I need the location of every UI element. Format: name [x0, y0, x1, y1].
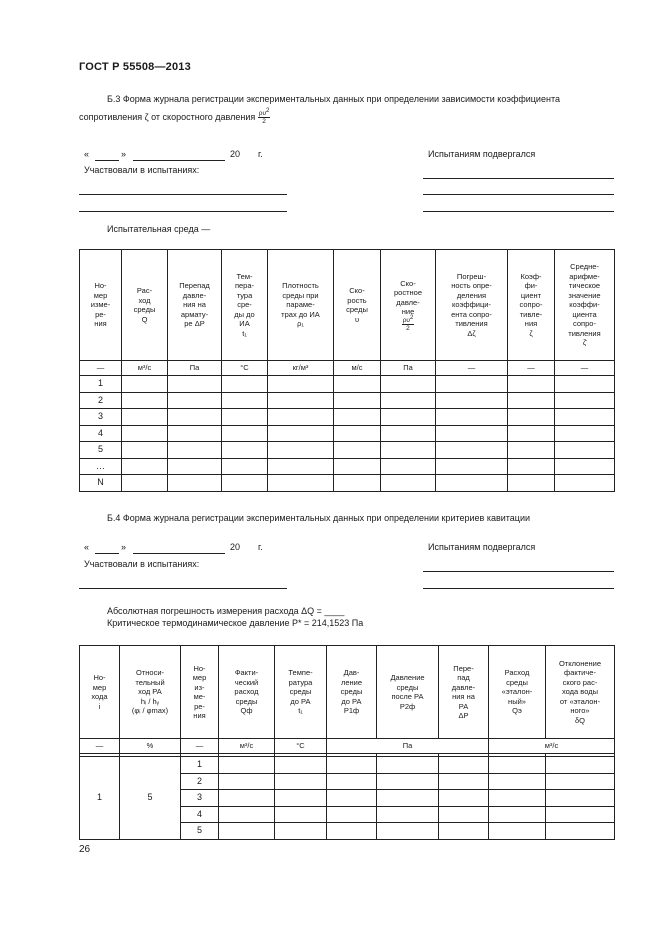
b4-unit-cell: м³/с: [489, 739, 615, 754]
b4-data-cell[interactable]: [439, 790, 489, 807]
b3-row-number: 4: [80, 425, 122, 442]
b3-data-cell[interactable]: [436, 458, 508, 475]
b4-data-cell[interactable]: [219, 790, 275, 807]
b3-unit-cell: Па: [168, 361, 222, 376]
b4-participants-label: Участвовали в испытаниях:: [84, 559, 200, 569]
b3-col7-frac-den: 2: [406, 324, 410, 332]
b3-data-cell[interactable]: [268, 392, 334, 409]
b4-data-cell[interactable]: [546, 806, 615, 823]
b3-col-header-1: Но- мер изме- ре- ния: [80, 250, 122, 361]
b3-data-cell[interactable]: [381, 392, 436, 409]
document-code: ГОСТ Р 55508—2013: [79, 61, 191, 73]
b3-data-cell[interactable]: [222, 475, 268, 492]
b3-data-cell[interactable]: [122, 376, 168, 393]
frac-exponent: 2: [266, 107, 270, 114]
b3-col-header-10: Средне- арифме- тическое значение коэффи- циента сопро- тивления ζ̄: [555, 250, 615, 361]
b3-data-cell[interactable]: [168, 409, 222, 426]
b4-data-cell[interactable]: [219, 757, 275, 774]
b3-row-number: 2: [80, 392, 122, 409]
b3-table-row: [80, 376, 615, 393]
b3-header-row: [80, 250, 615, 361]
b3-tested-field-2[interactable]: [423, 194, 614, 195]
b3-data-cell[interactable]: [222, 392, 268, 409]
b3-journal-table: [79, 249, 615, 492]
b4-data-cell[interactable]: [439, 773, 489, 790]
b4-data-cell[interactable]: [327, 823, 377, 840]
b4-data-cell[interactable]: [377, 757, 439, 774]
b3-data-cell[interactable]: [122, 475, 168, 492]
b3-data-cell[interactable]: [508, 425, 555, 442]
b3-date-day-field[interactable]: [95, 160, 119, 161]
b4-col-header-3: Но- мер из- ме- ре- ния: [181, 646, 219, 739]
b3-data-cell[interactable]: [222, 442, 268, 459]
b3-col7-header-text: Ско- ростное давле- ние: [393, 278, 422, 316]
b4-col-header-5: Темпе- ратура среды до РА t₁: [275, 646, 327, 739]
b4-data-cell[interactable]: [546, 790, 615, 807]
b3-data-cell[interactable]: [381, 425, 436, 442]
b3-data-cell[interactable]: [508, 392, 555, 409]
b4-journal-table: [79, 645, 615, 840]
b4-date-year-prefix: 20: [230, 542, 241, 552]
b3-title-line2: [79, 107, 270, 125]
b4-data-cell[interactable]: [377, 790, 439, 807]
b3-data-cell[interactable]: [268, 425, 334, 442]
b3-data-cell[interactable]: [122, 425, 168, 442]
b3-col-header-8: Погреш- ность опре- деления коэффици- ента сопро- тивления Δζ: [436, 250, 508, 361]
b3-col-header-3: Перепад давле- ния на армату- ре ΔP: [168, 250, 222, 361]
b4-col-header-6: Дав- ление среды до РА P1ф: [327, 646, 377, 739]
b3-tested-label: Испытаниям подвергался: [428, 149, 536, 159]
b3-unit-cell: Па: [381, 361, 436, 376]
b3-tested-field-3[interactable]: [423, 211, 614, 212]
b3-data-cell[interactable]: [168, 425, 222, 442]
b3-data-cell[interactable]: [555, 475, 615, 492]
b3-date-year-prefix: 20: [230, 149, 241, 159]
b4-data-cell[interactable]: [377, 823, 439, 840]
b3-row-number: 3: [80, 409, 122, 426]
b3-participants-field-1[interactable]: [79, 194, 287, 195]
b4-data-cell[interactable]: [219, 806, 275, 823]
b4-abs-error-label: Абсолютная погрешность измерения расхода ΔQ = ____: [107, 606, 345, 616]
b4-data-cell[interactable]: [275, 806, 327, 823]
b4-date-close-quote: »: [121, 542, 127, 552]
b4-measurement-number: 5: [181, 823, 219, 840]
b4-tested-field-2[interactable]: [423, 588, 614, 589]
b3-data-cell[interactable]: [222, 458, 268, 475]
b3-data-cell[interactable]: [168, 392, 222, 409]
b3-col-header-6: Ско- рость среды υ: [334, 250, 381, 361]
b3-unit-cell: —: [508, 361, 555, 376]
b3-data-cell[interactable]: [334, 458, 381, 475]
b3-data-cell[interactable]: [122, 392, 168, 409]
b4-col-header-2: Относи- тельный ход РА hᵢ / hᵧ (φᵢ / φmax): [120, 646, 181, 739]
frac-numerator: ρυ: [258, 110, 267, 117]
b3-data-cell[interactable]: [122, 409, 168, 426]
b3-data-cell[interactable]: [555, 458, 615, 475]
b3-data-cell[interactable]: [168, 376, 222, 393]
b3-row-number: N: [80, 475, 122, 492]
b3-table-row: [80, 425, 615, 442]
velocity-pressure-fraction: [258, 107, 271, 125]
b3-data-cell[interactable]: [222, 376, 268, 393]
b4-data-cell[interactable]: [327, 757, 377, 774]
b3-data-cell[interactable]: [381, 376, 436, 393]
b4-tested-label: Испытаниям подвергался: [428, 542, 536, 552]
b3-data-cell[interactable]: [122, 442, 168, 459]
b3-col-header-5: Плотность среды при параме- трах до ИА ρ₁: [268, 250, 334, 361]
b4-title: Б.4 Форма журнала регистрации экспериментальных данных при определении критериев кавитации: [107, 513, 530, 523]
b3-data-cell[interactable]: [508, 475, 555, 492]
b4-unit-cell: —: [80, 739, 120, 754]
b3-units-row: [80, 361, 615, 376]
b4-date-day-field[interactable]: [95, 553, 119, 554]
b4-date-month-field[interactable]: [133, 553, 225, 554]
b3-data-cell[interactable]: [508, 409, 555, 426]
b4-header-row: [80, 646, 615, 739]
b4-units-row: [80, 739, 615, 754]
b4-data-cell[interactable]: [489, 757, 546, 774]
b4-data-cell[interactable]: [275, 757, 327, 774]
b3-data-cell[interactable]: [436, 425, 508, 442]
b4-data-cell[interactable]: [275, 773, 327, 790]
b3-data-cell[interactable]: [381, 475, 436, 492]
b3-data-cell[interactable]: [508, 442, 555, 459]
b4-measurement-number: 4: [181, 806, 219, 823]
b4-data-cell[interactable]: [275, 823, 327, 840]
b4-unit-cell: м³/с: [219, 739, 275, 754]
b3-unit-cell: кг/м³: [268, 361, 334, 376]
b4-date-open-quote: «: [84, 542, 90, 552]
b4-data-cell[interactable]: [377, 773, 439, 790]
b3-table-row: [80, 392, 615, 409]
b3-unit-cell: м/с: [334, 361, 381, 376]
b3-tested-field-1[interactable]: [423, 178, 614, 179]
b4-crit-pressure-label: Критическое термодинамическое давление P* = 214,1523 Па: [107, 618, 364, 628]
b3-unit-cell: —: [80, 361, 122, 376]
b3-data-cell[interactable]: [334, 442, 381, 459]
b4-participants-field-1[interactable]: [79, 588, 287, 589]
b3-data-cell[interactable]: [381, 409, 436, 426]
b3-data-cell[interactable]: [555, 442, 615, 459]
b4-col-header-4: Факти- ческий расход среды Qф: [219, 646, 275, 739]
b4-unit-cell: %: [120, 739, 181, 754]
b3-row-number: 5: [80, 442, 122, 459]
b4-data-cell[interactable]: [546, 757, 615, 774]
b3-participants-label: Участвовали в испытаниях:: [84, 165, 200, 175]
b3-col7-fraction: [402, 314, 415, 332]
b4-unit-cell: °С: [275, 739, 327, 754]
b3-col7-frac-exp: 2: [409, 314, 414, 321]
b4-data-cell[interactable]: [327, 790, 377, 807]
b3-row-number: 1: [80, 376, 122, 393]
b3-col-header-9: Коэф- фи- циент сопро- тивле- ния ζ: [508, 250, 555, 361]
b3-data-cell[interactable]: [555, 409, 615, 426]
b3-data-cell[interactable]: [168, 458, 222, 475]
b3-data-cell[interactable]: [268, 409, 334, 426]
b3-data-cell[interactable]: [168, 475, 222, 492]
b3-data-cell[interactable]: [436, 475, 508, 492]
b3-title-line1: Б.3 Форма журнала регистрации экспериментальных данных при определении зависимости коэффициента: [107, 94, 560, 104]
b4-data-cell[interactable]: [275, 790, 327, 807]
b3-data-cell[interactable]: [555, 392, 615, 409]
b4-data-cell[interactable]: [489, 806, 546, 823]
b4-data-cell[interactable]: [219, 823, 275, 840]
b4-measurement-number: 1: [181, 757, 219, 774]
b4-measurement-number: 2: [181, 773, 219, 790]
b3-data-cell[interactable]: [436, 392, 508, 409]
b4-col-header-7: Давление среды после РА P2ф: [377, 646, 439, 739]
b3-data-cell[interactable]: [334, 475, 381, 492]
b3-date-month-field[interactable]: [133, 160, 225, 161]
b3-row-number: …: [80, 458, 122, 475]
b3-unit-cell: °С: [222, 361, 268, 376]
b3-unit-cell: —: [436, 361, 508, 376]
b4-tested-field-1[interactable]: [423, 571, 614, 572]
b3-data-cell[interactable]: [222, 409, 268, 426]
b4-data-cell[interactable]: [439, 823, 489, 840]
b4-data-cell[interactable]: [377, 806, 439, 823]
b3-data-cell[interactable]: [334, 409, 381, 426]
b3-data-cell[interactable]: [436, 442, 508, 459]
b4-unit-cell: Па: [327, 739, 489, 754]
b4-data-cell[interactable]: [327, 773, 377, 790]
b3-table-row: [80, 475, 615, 492]
b4-col-header-1: Но- мер хода i: [80, 646, 120, 739]
frac-denominator: 2: [262, 118, 266, 125]
b3-col-header-2: Рас- ход среды Q: [122, 250, 168, 361]
b3-data-cell[interactable]: [381, 442, 436, 459]
b3-data-cell[interactable]: [436, 376, 508, 393]
b3-data-cell[interactable]: [334, 392, 381, 409]
b3-data-cell[interactable]: [268, 442, 334, 459]
b3-data-cell[interactable]: [268, 458, 334, 475]
b4-measurement-number: 3: [181, 790, 219, 807]
b4-data-cell[interactable]: [439, 806, 489, 823]
b3-unit-cell: —: [555, 361, 615, 376]
b3-table-row: [80, 442, 615, 459]
b4-col-header-10: Отклонение фактиче- ского рас- хода воды от «эталон- ного» δQ: [546, 646, 615, 739]
b4-unit-cell: —: [181, 739, 219, 754]
b3-data-cell[interactable]: [334, 425, 381, 442]
b3-data-cell[interactable]: [508, 376, 555, 393]
b3-data-cell[interactable]: [268, 376, 334, 393]
b4-col-header-8: Пере- пад давле- ния на РА ΔP: [439, 646, 489, 739]
b3-unit-cell: м³/с: [122, 361, 168, 376]
b3-medium-label: Испытательная среда —: [107, 224, 211, 234]
b4-table-row: [80, 757, 615, 774]
b3-data-cell[interactable]: [555, 376, 615, 393]
b3-col-header-4: Тем- пера- тура сре- ды до ИА t₁: [222, 250, 268, 361]
b3-data-cell[interactable]: [334, 376, 381, 393]
b4-stroke-number: 1: [80, 757, 120, 840]
b4-col-header-9: Расход среды «эталон- ный» Qэ: [489, 646, 546, 739]
b3-table-row: [80, 409, 615, 426]
b3-data-cell[interactable]: [508, 458, 555, 475]
b3-data-cell[interactable]: [555, 425, 615, 442]
b4-data-cell[interactable]: [219, 773, 275, 790]
b3-data-cell[interactable]: [436, 409, 508, 426]
b4-data-cell[interactable]: [546, 773, 615, 790]
b3-data-cell[interactable]: [222, 425, 268, 442]
b3-data-cell[interactable]: [381, 458, 436, 475]
b4-data-cell[interactable]: [489, 773, 546, 790]
b4-data-cell[interactable]: [489, 823, 546, 840]
b4-data-cell[interactable]: [327, 806, 377, 823]
b3-table-row: [80, 458, 615, 475]
b3-data-cell[interactable]: [122, 458, 168, 475]
b4-data-cell[interactable]: [546, 823, 615, 840]
b3-participants-field-2[interactable]: [79, 211, 287, 212]
b4-data-cell[interactable]: [489, 790, 546, 807]
b3-date-close-quote: »: [121, 149, 127, 159]
b4-relative-stroke: 5: [120, 757, 181, 840]
b3-data-cell[interactable]: [268, 475, 334, 492]
b3-col-header-7: [381, 250, 436, 361]
b4-date-suffix: г.: [258, 542, 263, 552]
b3-title-line2-text: сопротивления ζ от скоростного давления: [79, 111, 256, 122]
b4-data-cell[interactable]: [439, 757, 489, 774]
page-number: 26: [79, 844, 91, 855]
b3-date-suffix: г.: [258, 149, 263, 159]
b3-col7-frac-num: ρυ: [402, 316, 410, 324]
b3-date-open-quote: «: [84, 149, 90, 159]
b3-data-cell[interactable]: [168, 442, 222, 459]
